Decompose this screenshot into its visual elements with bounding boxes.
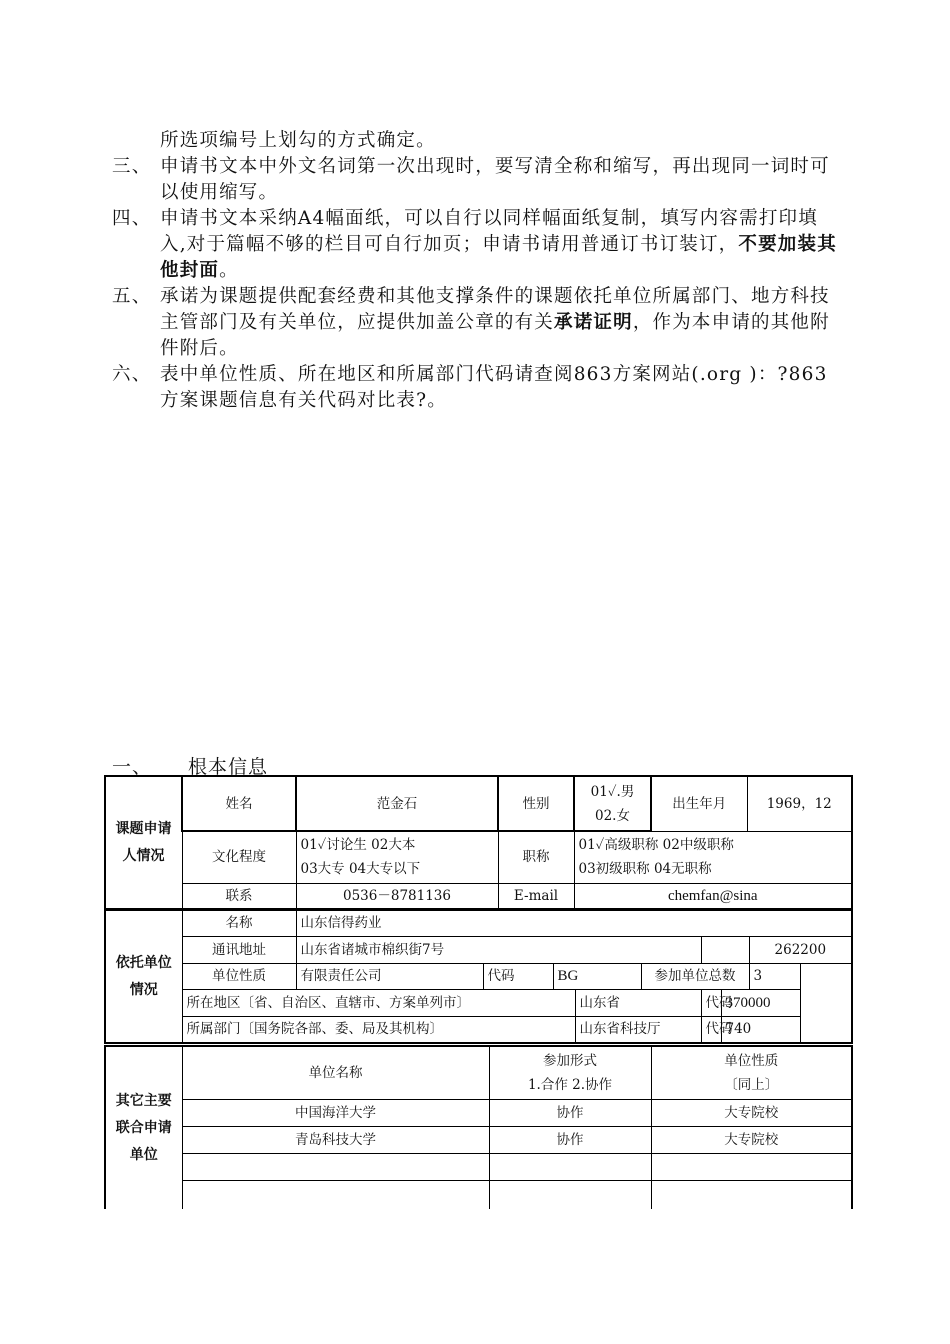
partner-row [105, 1180, 852, 1209]
title-label: 职称 [498, 831, 574, 883]
instruction-text: 。 [219, 260, 239, 281]
partner-name [182, 1180, 489, 1209]
nature-code-label: 代码 [483, 963, 553, 989]
nature-value: 有限责任公司 [296, 963, 483, 989]
gender-label: 性别 [498, 776, 574, 831]
gender-option-female: 02.女 [595, 807, 630, 824]
section-number: 一、 [112, 756, 153, 778]
region-code-label: 代码 [701, 989, 721, 1016]
region-label: 所在地区〔省、自治区、直辖市、方案单列市〕 [182, 989, 575, 1016]
instruction-text: 所选项编号上划勾的方式确定。 [160, 130, 436, 151]
partner-row [105, 1126, 852, 1153]
partner-nature: 大专院校 [651, 1099, 852, 1126]
host-unit-table [104, 909, 853, 1044]
partner-name [182, 1153, 489, 1180]
partner-col-name: 单位名称 [182, 1046, 489, 1099]
nature-code-value: BG [553, 963, 641, 989]
instruction-text: 申请书文本中外文名词第一次出现时，要写清全称和缩写，再出现同一词时可以使用缩写。 [160, 156, 830, 203]
name-label: 姓名 [182, 776, 296, 831]
department-code-label: 代码 [701, 1016, 721, 1043]
department-value: 山东省科技厅 [575, 1016, 701, 1043]
name-value: 范金石 [296, 776, 498, 831]
partner-name: 中国海洋大学 [182, 1099, 489, 1126]
address-blank [701, 936, 749, 963]
partner-nature: 大专院校 [651, 1126, 852, 1153]
partner-col-form-options: 1.合作 2.协作 [527, 1076, 613, 1093]
partner-form [489, 1153, 651, 1180]
partner-form: 协作 [489, 1099, 651, 1126]
region-value: 山东省 [575, 989, 701, 1016]
partner-col-nature-title: 单位性质 [724, 1052, 779, 1069]
contact-label: 联系 [182, 883, 296, 909]
title-option-line1: 01✓高级职称 02中级职称 [578, 837, 734, 854]
instruction-item [112, 362, 842, 414]
partner-name: 青岛科技大学 [182, 1126, 489, 1153]
postcode-value: 262200 [749, 936, 852, 963]
instruction-item [112, 284, 842, 362]
unit-count-value: 3 [749, 963, 800, 989]
address-label: 通讯地址 [182, 936, 296, 963]
education-options [296, 831, 498, 883]
department-code-value: 740 [721, 1016, 800, 1043]
partner-units-table [104, 1045, 853, 1209]
contact-value: 0536－8781136 [296, 883, 498, 909]
host-name-label: 名称 [182, 910, 296, 936]
host-header: 依托单位情况 [105, 910, 182, 1043]
unit-count-label: 参加单位总数 [641, 963, 749, 989]
title-options [574, 831, 852, 883]
instruction-emphasis: 不要加装其他封面 [160, 234, 837, 281]
partner-col-form [489, 1046, 651, 1099]
section-heading: 根本信息 [188, 756, 269, 778]
region-code-value: 370000 [721, 989, 800, 1016]
department-label: 所属部门〔国务院各部、委、局及其机构〕 [182, 1016, 575, 1043]
email-value: chemfan@sina [574, 883, 852, 909]
partner-form [489, 1180, 651, 1209]
instruction-number: 六、 [112, 364, 152, 385]
instruction-item [112, 128, 842, 154]
instruction-text: 申请书文本采纳A4幅面纸，可以自行以同样幅面纸复制，填写内容需打印填入,对于篇幅不够的栏目可自行加页；申请书请用普通订书订装订， [160, 208, 818, 255]
education-option-line2: 03大专 04大专以下 [300, 861, 421, 878]
gender-option-male: 01✓.男 [590, 783, 635, 800]
education-label: 文化程度 [182, 831, 296, 883]
partner-col-nature [651, 1046, 852, 1099]
title-option-line2: 03初级职称 04无职称 [578, 861, 712, 878]
instruction-number: 三、 [112, 156, 152, 177]
partner-col-nature-note: 〔同上〕 [724, 1076, 779, 1093]
partner-nature [651, 1153, 852, 1180]
partner-row [105, 1153, 852, 1180]
instruction-emphasis: 承诺证明 [554, 312, 633, 333]
applicant-table [104, 775, 853, 910]
partner-col-form-title: 参加形式 [543, 1052, 597, 1069]
instruction-item [112, 206, 842, 284]
partner-form: 协作 [489, 1126, 651, 1153]
partner-row [105, 1099, 852, 1126]
host-name-value: 山东信得药业 [296, 910, 852, 936]
applicant-header: 课题申请人情况 [105, 776, 182, 909]
instruction-text: 承诺为课题提供配套经费和其他支撑条件的课题依托单位所属部门、地方科技主管部门及有关单位，应提供加盖公章的有关 [160, 286, 830, 333]
education-option-line1: 01✓讨论生 02大本 [300, 837, 416, 854]
address-value: 山东省诸城市棉织街7号 [296, 936, 701, 963]
partner-nature [651, 1180, 852, 1209]
instruction-number: 四、 [112, 208, 152, 229]
instruction-text: 表中单位性质、所在地区和所属部门代码请查阅863方案网站(.org )：?863方案课题信息有关代码对比表?。 [160, 364, 828, 411]
birth-label: 出生年月 [651, 776, 747, 831]
email-label: E-mail [498, 883, 574, 909]
instruction-text: ，作为本申请的其他附件附后。 [160, 312, 830, 359]
instruction-number: 五、 [112, 286, 152, 307]
nature-label: 单位性质 [182, 963, 296, 989]
instructions-list [112, 128, 842, 414]
birth-value: 1969，12 [747, 776, 852, 831]
instruction-item [112, 154, 842, 206]
partners-header: 其它主要联合申请单位 [105, 1046, 182, 1209]
gender-options [574, 776, 651, 831]
